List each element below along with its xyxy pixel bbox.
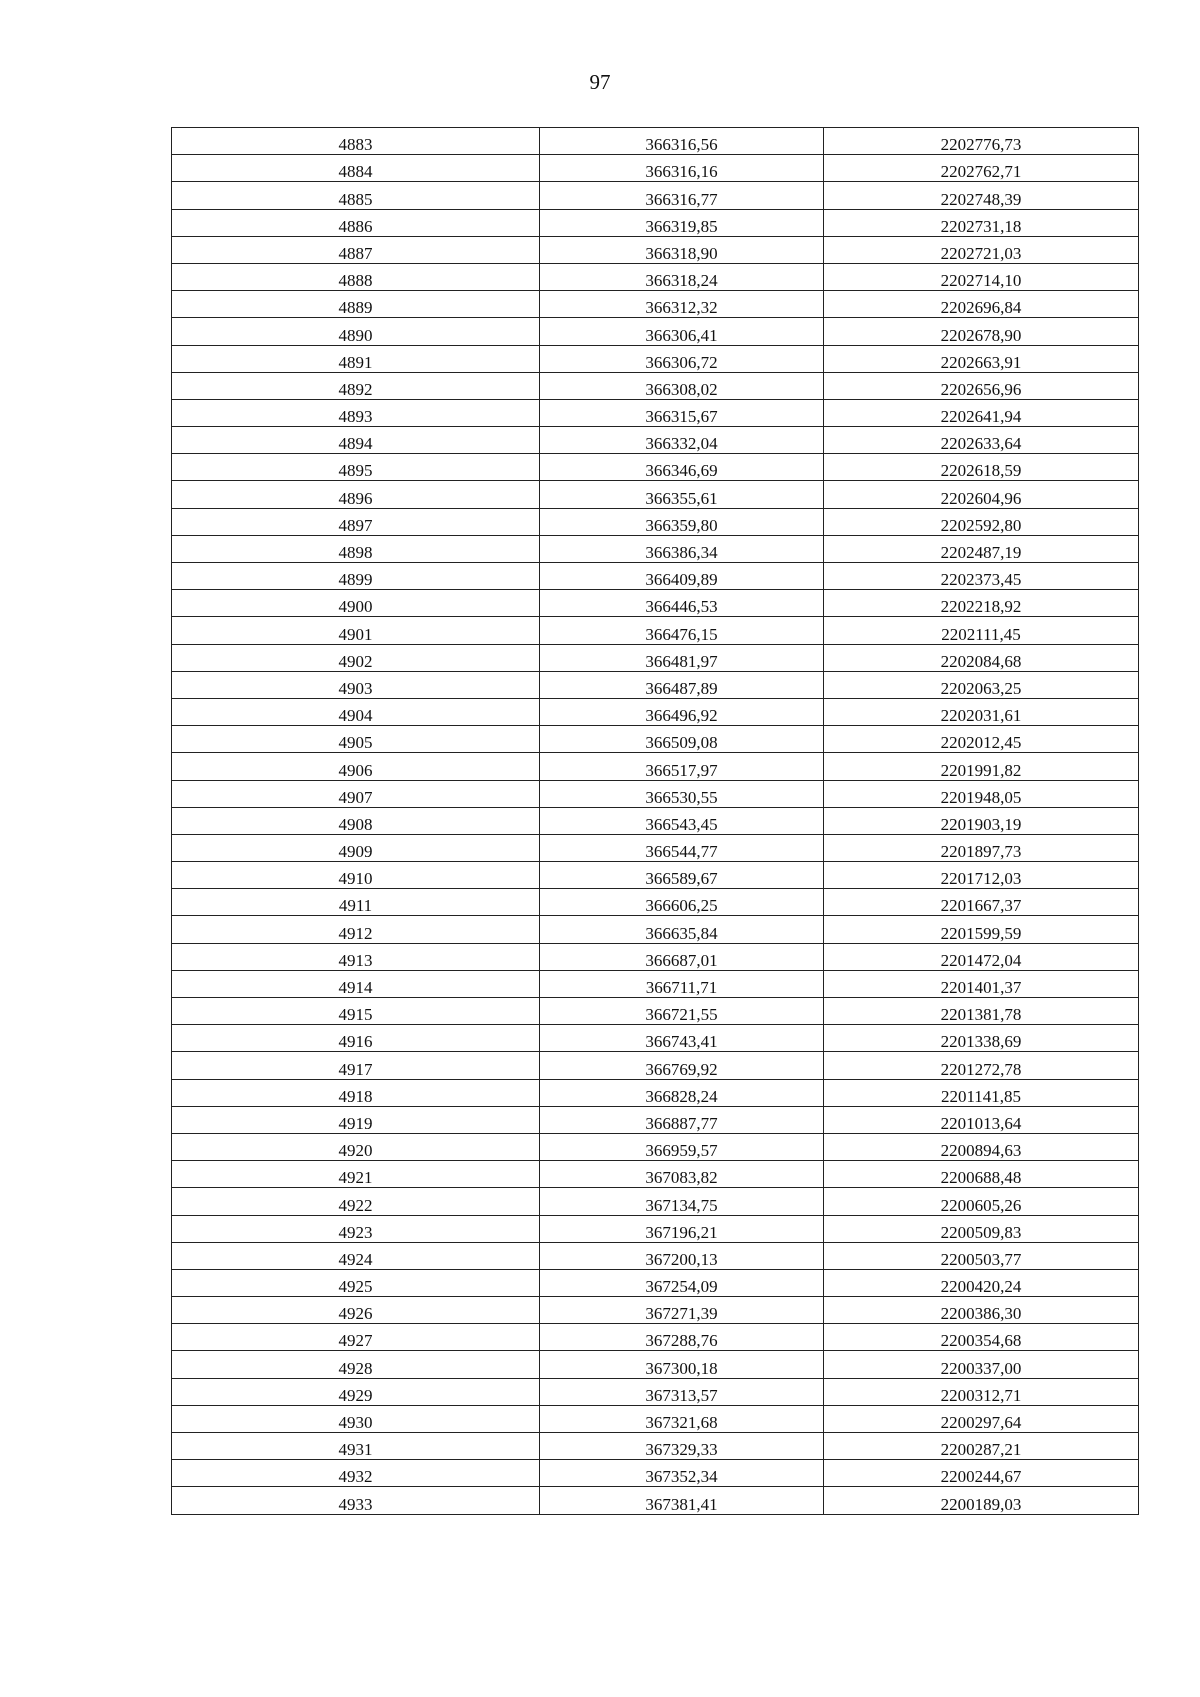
point-number-cell: 4925 xyxy=(172,1269,540,1296)
x-coordinate-cell: 366306,41 xyxy=(540,318,824,345)
x-coordinate-cell: 366312,32 xyxy=(540,291,824,318)
point-number-cell: 4895 xyxy=(172,454,540,481)
point-number-cell: 4924 xyxy=(172,1242,540,1269)
page-number: 97 xyxy=(589,70,611,94)
y-coordinate-cell: 2201991,82 xyxy=(824,753,1139,780)
y-coordinate-cell: 2202748,39 xyxy=(824,182,1139,209)
point-number-cell: 4899 xyxy=(172,563,540,590)
point-number-cell: 4915 xyxy=(172,998,540,1025)
y-coordinate-cell: 2202373,45 xyxy=(824,563,1139,590)
y-coordinate-cell: 2202633,64 xyxy=(824,427,1139,454)
x-coordinate-cell: 366409,89 xyxy=(540,563,824,590)
x-coordinate-cell: 366543,45 xyxy=(540,807,824,834)
y-coordinate-cell: 2201948,05 xyxy=(824,780,1139,807)
table-row xyxy=(172,209,1139,236)
point-number-cell: 4912 xyxy=(172,916,540,943)
y-coordinate-cell: 2200312,71 xyxy=(824,1378,1139,1405)
point-number-cell: 4928 xyxy=(172,1351,540,1378)
y-coordinate-cell: 2200688,48 xyxy=(824,1161,1139,1188)
table-row xyxy=(172,970,1139,997)
table-row xyxy=(172,535,1139,562)
y-coordinate-cell: 2201013,64 xyxy=(824,1106,1139,1133)
table-row xyxy=(172,1106,1139,1133)
table-row xyxy=(172,1269,1139,1296)
y-coordinate-cell: 2200509,83 xyxy=(824,1215,1139,1242)
table-row xyxy=(172,671,1139,698)
y-coordinate-cell: 2201141,85 xyxy=(824,1079,1139,1106)
point-number-cell: 4907 xyxy=(172,780,540,807)
coordinates-table-body xyxy=(172,128,1139,1515)
x-coordinate-cell: 366589,67 xyxy=(540,862,824,889)
x-coordinate-cell: 367083,82 xyxy=(540,1161,824,1188)
point-number-cell: 4929 xyxy=(172,1378,540,1405)
y-coordinate-cell: 2202776,73 xyxy=(824,128,1139,155)
table-row xyxy=(172,427,1139,454)
table-row xyxy=(172,943,1139,970)
table-row xyxy=(172,182,1139,209)
x-coordinate-cell: 366496,92 xyxy=(540,698,824,725)
x-coordinate-cell: 366346,69 xyxy=(540,454,824,481)
x-coordinate-cell: 367134,75 xyxy=(540,1188,824,1215)
point-number-cell: 4933 xyxy=(172,1487,540,1514)
point-number-cell: 4916 xyxy=(172,1025,540,1052)
point-number-cell: 4886 xyxy=(172,209,540,236)
y-coordinate-cell: 2202663,91 xyxy=(824,345,1139,372)
table-row xyxy=(172,1215,1139,1242)
y-coordinate-cell: 2200503,77 xyxy=(824,1242,1139,1269)
table-row xyxy=(172,1324,1139,1351)
x-coordinate-cell: 366887,77 xyxy=(540,1106,824,1133)
y-coordinate-cell: 2202641,94 xyxy=(824,399,1139,426)
point-number-cell: 4897 xyxy=(172,508,540,535)
point-number-cell: 4893 xyxy=(172,399,540,426)
x-coordinate-cell: 366316,77 xyxy=(540,182,824,209)
table-row xyxy=(172,862,1139,889)
table-row xyxy=(172,1161,1139,1188)
y-coordinate-cell: 2201338,69 xyxy=(824,1025,1139,1052)
point-number-cell: 4889 xyxy=(172,291,540,318)
y-coordinate-cell: 2202731,18 xyxy=(824,209,1139,236)
y-coordinate-cell: 2201381,78 xyxy=(824,998,1139,1025)
table-row xyxy=(172,563,1139,590)
x-coordinate-cell: 367288,76 xyxy=(540,1324,824,1351)
x-coordinate-cell: 366481,97 xyxy=(540,644,824,671)
point-number-cell: 4914 xyxy=(172,970,540,997)
x-coordinate-cell: 367254,09 xyxy=(540,1269,824,1296)
point-number-cell: 4898 xyxy=(172,535,540,562)
point-number-cell: 4931 xyxy=(172,1433,540,1460)
x-coordinate-cell: 366446,53 xyxy=(540,590,824,617)
table-row xyxy=(172,780,1139,807)
x-coordinate-cell: 366828,24 xyxy=(540,1079,824,1106)
y-coordinate-cell: 2202012,45 xyxy=(824,726,1139,753)
y-coordinate-cell: 2202604,96 xyxy=(824,481,1139,508)
point-number-cell: 4923 xyxy=(172,1215,540,1242)
y-coordinate-cell: 2202721,03 xyxy=(824,236,1139,263)
point-number-cell: 4926 xyxy=(172,1297,540,1324)
y-coordinate-cell: 2201712,03 xyxy=(824,862,1139,889)
x-coordinate-cell: 366743,41 xyxy=(540,1025,824,1052)
point-number-cell: 4930 xyxy=(172,1405,540,1432)
point-number-cell: 4908 xyxy=(172,807,540,834)
x-coordinate-cell: 366308,02 xyxy=(540,372,824,399)
table-row xyxy=(172,481,1139,508)
table-row xyxy=(172,1433,1139,1460)
x-coordinate-cell: 366721,55 xyxy=(540,998,824,1025)
y-coordinate-cell: 2200297,64 xyxy=(824,1405,1139,1432)
table-row xyxy=(172,454,1139,481)
x-coordinate-cell: 366687,01 xyxy=(540,943,824,970)
y-coordinate-cell: 2200894,63 xyxy=(824,1133,1139,1160)
y-coordinate-cell: 2202714,10 xyxy=(824,263,1139,290)
point-number-cell: 4919 xyxy=(172,1106,540,1133)
table-row xyxy=(172,1242,1139,1269)
table-row xyxy=(172,1405,1139,1432)
y-coordinate-cell: 2200337,00 xyxy=(824,1351,1139,1378)
y-coordinate-cell: 2202084,68 xyxy=(824,644,1139,671)
table-row xyxy=(172,834,1139,861)
x-coordinate-cell: 366318,90 xyxy=(540,236,824,263)
x-coordinate-cell: 367300,18 xyxy=(540,1351,824,1378)
point-number-cell: 4910 xyxy=(172,862,540,889)
table-row xyxy=(172,236,1139,263)
point-number-cell: 4904 xyxy=(172,698,540,725)
table-row xyxy=(172,889,1139,916)
x-coordinate-cell: 366959,57 xyxy=(540,1133,824,1160)
table-row xyxy=(172,617,1139,644)
y-coordinate-cell: 2202762,71 xyxy=(824,155,1139,182)
point-number-cell: 4932 xyxy=(172,1460,540,1487)
y-coordinate-cell: 2202656,96 xyxy=(824,372,1139,399)
coordinates-table xyxy=(171,127,1139,1515)
x-coordinate-cell: 366606,25 xyxy=(540,889,824,916)
table-row xyxy=(172,1079,1139,1106)
point-number-cell: 4884 xyxy=(172,155,540,182)
table-row xyxy=(172,1188,1139,1215)
table-row xyxy=(172,345,1139,372)
x-coordinate-cell: 366318,24 xyxy=(540,263,824,290)
table-row xyxy=(172,318,1139,345)
point-number-cell: 4918 xyxy=(172,1079,540,1106)
y-coordinate-cell: 2202031,61 xyxy=(824,698,1139,725)
x-coordinate-cell: 366476,15 xyxy=(540,617,824,644)
y-coordinate-cell: 2202218,92 xyxy=(824,590,1139,617)
x-coordinate-cell: 366355,61 xyxy=(540,481,824,508)
x-coordinate-cell: 366319,85 xyxy=(540,209,824,236)
x-coordinate-cell: 367321,68 xyxy=(540,1405,824,1432)
x-coordinate-cell: 366306,72 xyxy=(540,345,824,372)
x-coordinate-cell: 366517,97 xyxy=(540,753,824,780)
table-row xyxy=(172,399,1139,426)
table-row xyxy=(172,1133,1139,1160)
y-coordinate-cell: 2201897,73 xyxy=(824,834,1139,861)
x-coordinate-cell: 366487,89 xyxy=(540,671,824,698)
table-row xyxy=(172,1351,1139,1378)
point-number-cell: 4894 xyxy=(172,427,540,454)
point-number-cell: 4902 xyxy=(172,644,540,671)
x-coordinate-cell: 367329,33 xyxy=(540,1433,824,1460)
table-row xyxy=(172,753,1139,780)
point-number-cell: 4921 xyxy=(172,1161,540,1188)
table-row xyxy=(172,291,1139,318)
x-coordinate-cell: 366316,16 xyxy=(540,155,824,182)
x-coordinate-cell: 366635,84 xyxy=(540,916,824,943)
x-coordinate-cell: 366359,80 xyxy=(540,508,824,535)
point-number-cell: 4906 xyxy=(172,753,540,780)
table-row xyxy=(172,644,1139,671)
y-coordinate-cell: 2201903,19 xyxy=(824,807,1139,834)
x-coordinate-cell: 367352,34 xyxy=(540,1460,824,1487)
table-row xyxy=(172,1025,1139,1052)
point-number-cell: 4905 xyxy=(172,726,540,753)
point-number-cell: 4896 xyxy=(172,481,540,508)
point-number-cell: 4891 xyxy=(172,345,540,372)
point-number-cell: 4885 xyxy=(172,182,540,209)
point-number-cell: 4883 xyxy=(172,128,540,155)
x-coordinate-cell: 366332,04 xyxy=(540,427,824,454)
point-number-cell: 4903 xyxy=(172,671,540,698)
point-number-cell: 4911 xyxy=(172,889,540,916)
point-number-cell: 4913 xyxy=(172,943,540,970)
table-row xyxy=(172,372,1139,399)
table-row xyxy=(172,263,1139,290)
x-coordinate-cell: 367200,13 xyxy=(540,1242,824,1269)
x-coordinate-cell: 366530,55 xyxy=(540,780,824,807)
y-coordinate-cell: 2200287,21 xyxy=(824,1433,1139,1460)
point-number-cell: 4920 xyxy=(172,1133,540,1160)
x-coordinate-cell: 367196,21 xyxy=(540,1215,824,1242)
table-row xyxy=(172,916,1139,943)
y-coordinate-cell: 2200354,68 xyxy=(824,1324,1139,1351)
point-number-cell: 4887 xyxy=(172,236,540,263)
x-coordinate-cell: 366711,71 xyxy=(540,970,824,997)
table-row xyxy=(172,128,1139,155)
table-row xyxy=(172,1052,1139,1079)
table-row xyxy=(172,1378,1139,1405)
x-coordinate-cell: 366509,08 xyxy=(540,726,824,753)
y-coordinate-cell: 2201401,37 xyxy=(824,970,1139,997)
table-row xyxy=(172,726,1139,753)
point-number-cell: 4927 xyxy=(172,1324,540,1351)
y-coordinate-cell: 2200605,26 xyxy=(824,1188,1139,1215)
y-coordinate-cell: 2202618,59 xyxy=(824,454,1139,481)
x-coordinate-cell: 367271,39 xyxy=(540,1297,824,1324)
y-coordinate-cell: 2202696,84 xyxy=(824,291,1139,318)
y-coordinate-cell: 2201599,59 xyxy=(824,916,1139,943)
point-number-cell: 4892 xyxy=(172,372,540,399)
point-number-cell: 4890 xyxy=(172,318,540,345)
point-number-cell: 4901 xyxy=(172,617,540,644)
table-row xyxy=(172,508,1139,535)
table-row xyxy=(172,698,1139,725)
point-number-cell: 4917 xyxy=(172,1052,540,1079)
point-number-cell: 4909 xyxy=(172,834,540,861)
y-coordinate-cell: 2200420,24 xyxy=(824,1269,1139,1296)
x-coordinate-cell: 366315,67 xyxy=(540,399,824,426)
table-row xyxy=(172,807,1139,834)
x-coordinate-cell: 366544,77 xyxy=(540,834,824,861)
y-coordinate-cell: 2202111,45 xyxy=(824,617,1139,644)
table-row xyxy=(172,155,1139,182)
x-coordinate-cell: 367381,41 xyxy=(540,1487,824,1514)
y-coordinate-cell: 2201272,78 xyxy=(824,1052,1139,1079)
y-coordinate-cell: 2202063,25 xyxy=(824,671,1139,698)
x-coordinate-cell: 366769,92 xyxy=(540,1052,824,1079)
table-row xyxy=(172,1297,1139,1324)
x-coordinate-cell: 367313,57 xyxy=(540,1378,824,1405)
y-coordinate-cell: 2202592,80 xyxy=(824,508,1139,535)
point-number-cell: 4922 xyxy=(172,1188,540,1215)
y-coordinate-cell: 2200189,03 xyxy=(824,1487,1139,1514)
table-row xyxy=(172,998,1139,1025)
y-coordinate-cell: 2200244,67 xyxy=(824,1460,1139,1487)
point-number-cell: 4900 xyxy=(172,590,540,617)
y-coordinate-cell: 2200386,30 xyxy=(824,1297,1139,1324)
table-row xyxy=(172,590,1139,617)
table-row xyxy=(172,1460,1139,1487)
x-coordinate-cell: 366386,34 xyxy=(540,535,824,562)
point-number-cell: 4888 xyxy=(172,263,540,290)
y-coordinate-cell: 2201472,04 xyxy=(824,943,1139,970)
table-row xyxy=(172,1487,1139,1514)
y-coordinate-cell: 2201667,37 xyxy=(824,889,1139,916)
y-coordinate-cell: 2202487,19 xyxy=(824,535,1139,562)
x-coordinate-cell: 366316,56 xyxy=(540,128,824,155)
y-coordinate-cell: 2202678,90 xyxy=(824,318,1139,345)
